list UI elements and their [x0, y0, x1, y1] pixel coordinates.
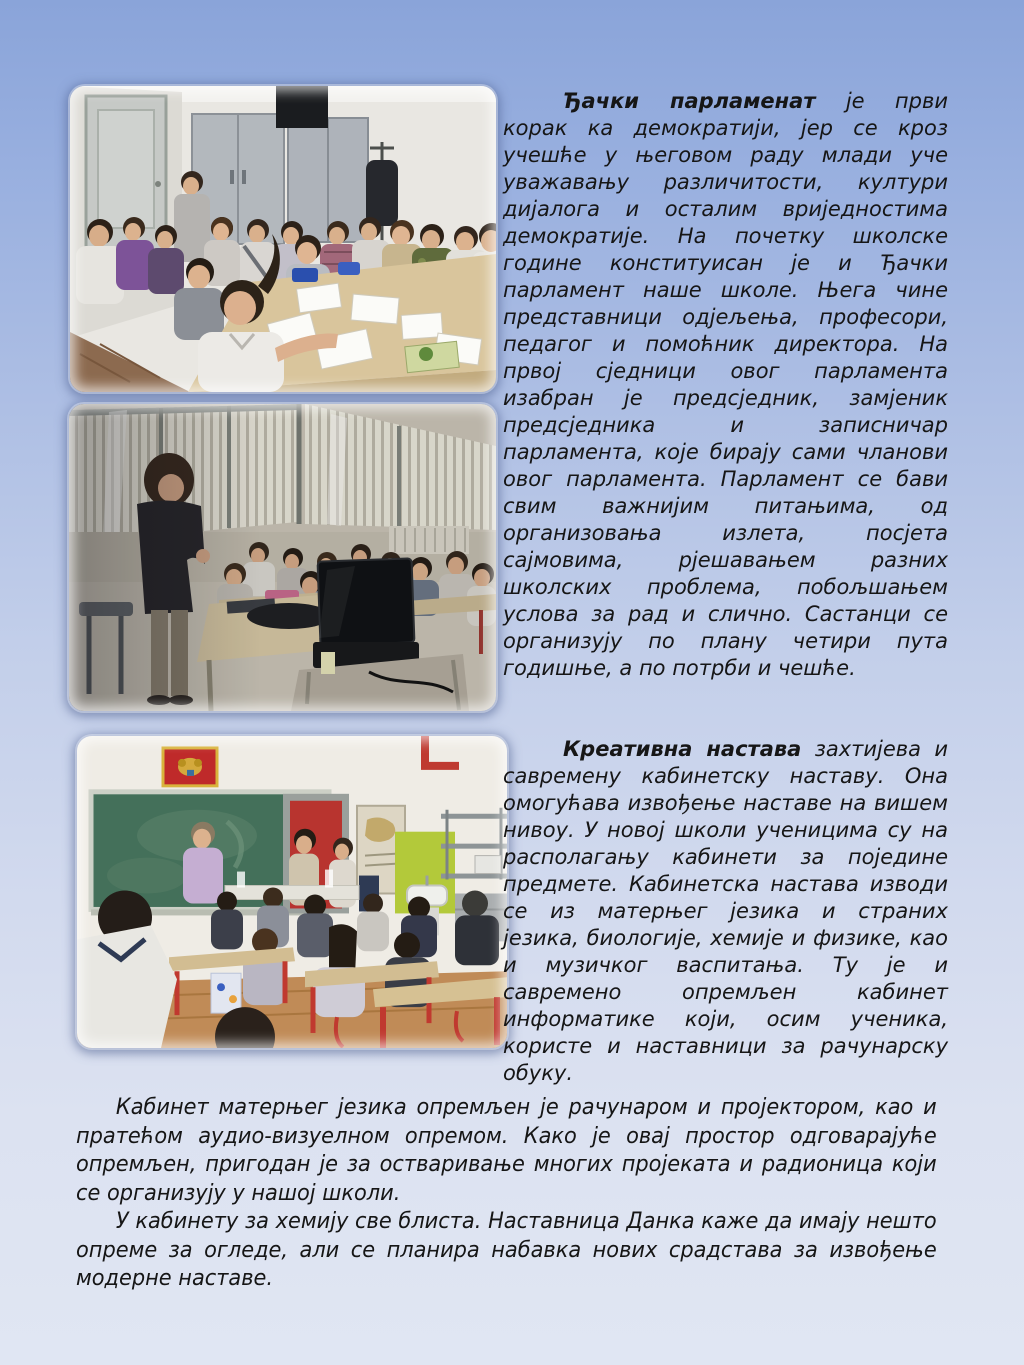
creative-paragraph: [503, 736, 948, 1087]
bottom-text-block: [76, 1094, 937, 1294]
parliament-text-block: [503, 88, 948, 682]
creative-body: захтијева и савремену кабинетску наставу. Она омогућава извођење наставе на вишем нивоу. У новој школи ученицима су на располагању кабинети за поједине предмете. Кабинетска настава изводи се из матерњег језика и страних језика, биологије, хемије и физике, као и музичког васпитања. Ту је и савремено опремљен кабинет информатике који, осим ученика, користе и наставници за рачунарску обуку.: [503, 737, 948, 1085]
students-meeting-scene: [70, 86, 496, 392]
parliament-paragraph: [503, 88, 948, 682]
parliament-body: је први корак ка демократији, јер се кроз учешће у његовом раду млади уче уважавању различитости, култури дијалога и осталим вриједностима демократије. На почетку школске године конституисан је и Ђачки парламент наше школе. Њега чине представници одјељења, професори, педагог и помоћник директора. На првој сједници овог парламента изабран је предсједник, замјеник предсједника и записничар парламента, које бирају сами чланови овог парламента. Парламент се бави свим важнијим питањима, од организовања излета, посјета сајмовима, рјешавањем разних школских проблема, побољшањем услова за рад и слично. Састанци се организују по плану четири пута годишње, а по потрби и чешће.: [503, 89, 948, 680]
classroom-presentation-scene: [69, 404, 496, 711]
chemistry-classroom-scene: [77, 736, 507, 1048]
photo-students-parliament-meeting: [70, 86, 496, 392]
cabinet-chemistry-paragraph: У кабинету за хемију све блиста. Наставница Данка каже да имају нешто опреме за огледе, али се планира набавка нових срадстава за извођење модерне наставе.: [76, 1209, 937, 1291]
photo-chemistry-classroom: [77, 736, 507, 1048]
tv-monitor: [276, 86, 328, 128]
cabinet-language-paragraph: Кабинет матерњег језика опремљен је рачунаром и пројектором, као и пратећом аудио-визуелном опремом. Како је овај простор одговарајуће опремљен, пригодан је за остваривање многих пројеката и радионица који се организују у нашој школи.: [76, 1095, 937, 1206]
parliament-heading: Ђачки парламенат: [563, 89, 816, 113]
lab-bench: [225, 886, 359, 900]
creative-heading: Креативна настава: [563, 737, 802, 761]
photo-teacher-classroom: [69, 404, 496, 711]
montenegro-flag: [163, 748, 217, 786]
creative-text-block: [503, 736, 948, 1087]
